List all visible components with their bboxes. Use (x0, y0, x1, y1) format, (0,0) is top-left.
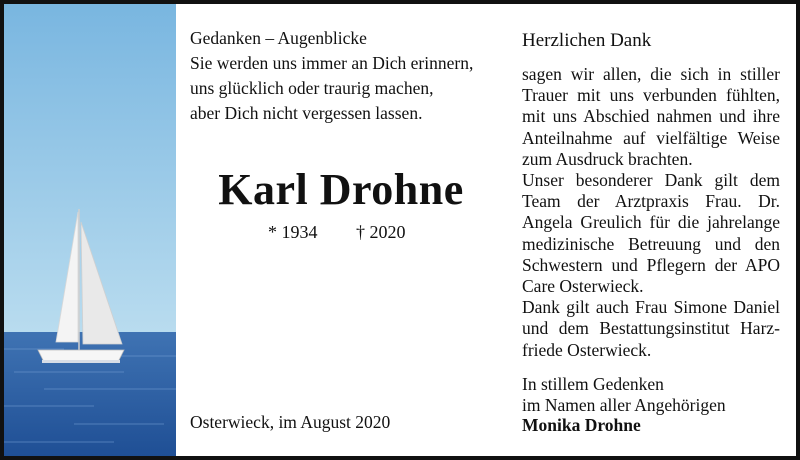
closing-line: In stillem Gedenken (522, 374, 664, 394)
memorial-verse (190, 26, 473, 126)
verse-line: uns glücklich oder traurig machen, (190, 78, 434, 98)
thanks-heading: Herzlichen Dank (522, 30, 652, 51)
verse-line: aber Dich nicht vergessen lassen. (190, 103, 423, 123)
death-year: † 2020 (356, 222, 406, 242)
thanks-paragraph: Unser besonderer Dank gilt dem Team der Arztpraxis Frau. Dr. Angela Greulich für die jahrelange medizinische Betreuung und den Schwestern und Pflegern der APO Care Osterwieck. (522, 170, 780, 297)
verse-line: Gedanken – Augenblicke (190, 28, 367, 48)
thanks-paragraph: sagen wir allen, die sich in stiller Trauer mit uns verbunden fühlten, mit uns Abschied nahmen und ihre Anteilnahme auf vielfältige Weise zum Ausdruck brachten. (522, 64, 780, 169)
thanks-text (522, 64, 780, 361)
birth-year: * 1934 (268, 222, 318, 242)
signer-name: Monika Drohne (522, 415, 641, 435)
deceased-name: Karl Drohne (218, 165, 464, 214)
life-dates (268, 222, 406, 243)
closing-line: im Namen aller Angehörigen (522, 394, 726, 415)
sailboat-photo (4, 4, 176, 456)
closing-signature (522, 374, 726, 436)
verse-line: Sie werden uns immer an Dich erinnern, (190, 53, 474, 73)
thanks-paragraph: Dank gilt auch Frau Simone Daniel und dem Bestattungsinstitut Harzfriede Osterwieck. (522, 297, 780, 360)
place-and-date: Osterwieck, im August 2020 (190, 412, 391, 432)
sailboat-on-sea-image (4, 4, 176, 456)
